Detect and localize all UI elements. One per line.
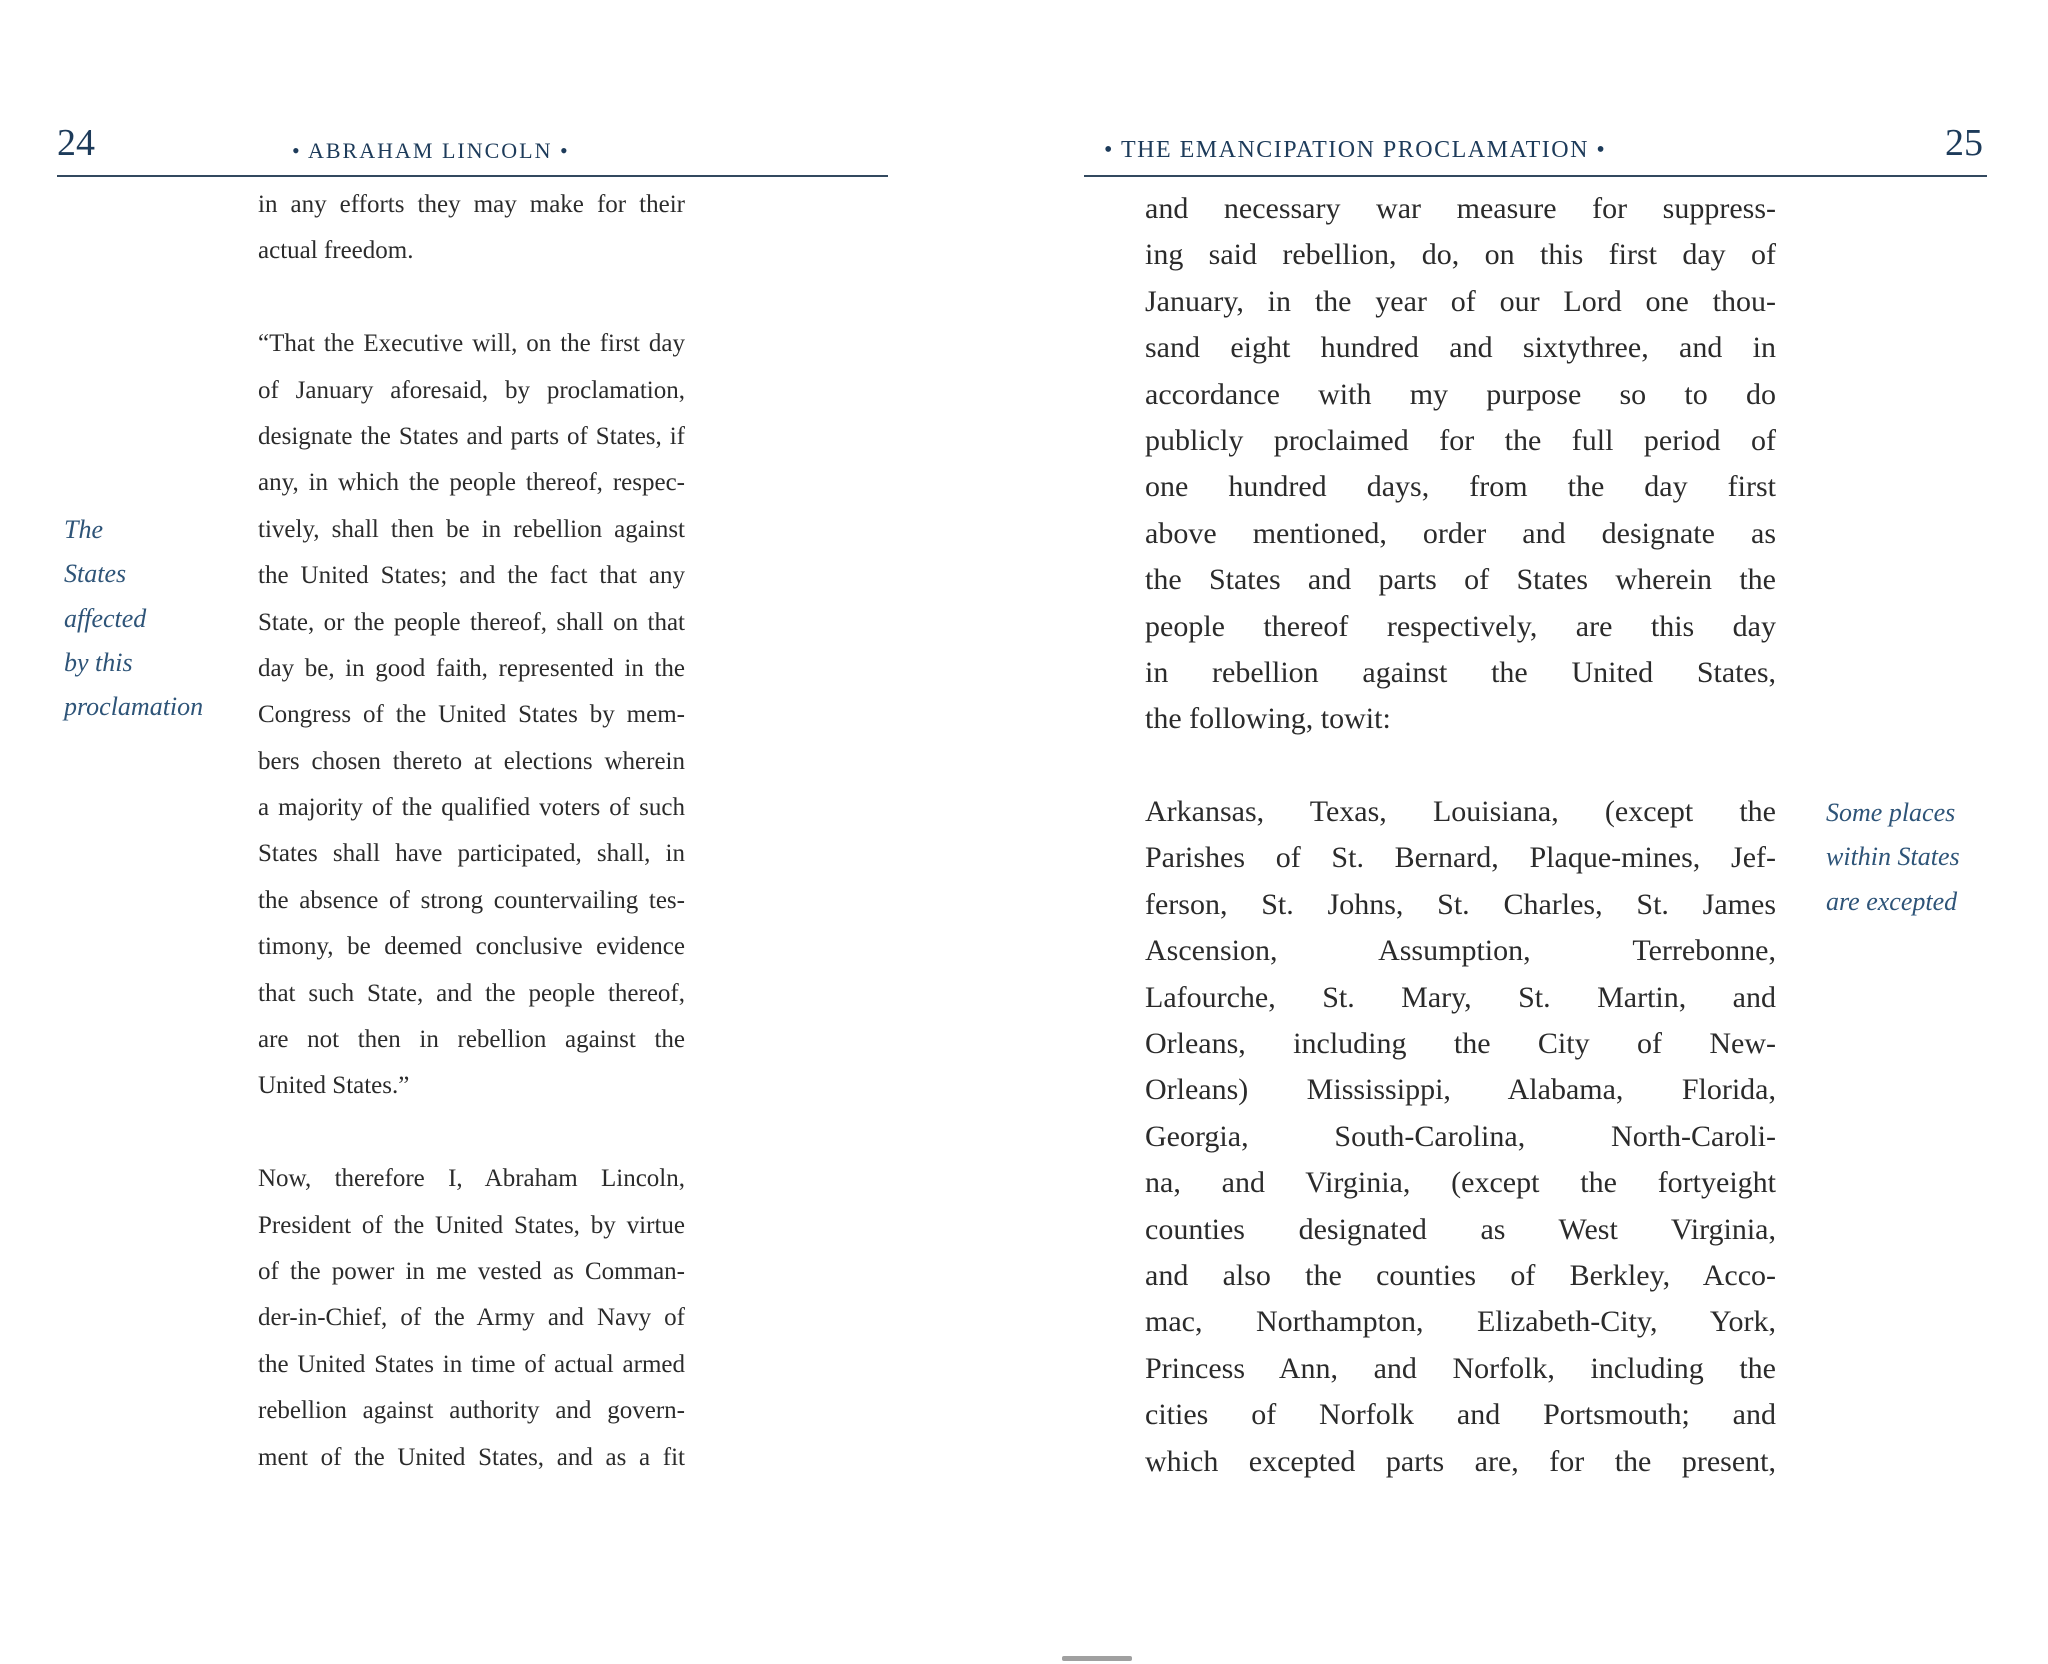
text-line: designate the States and parts of States, if	[258, 422, 685, 450]
text-line: bers chosen thereto at elections wherein	[258, 747, 685, 775]
note-line: States	[64, 559, 127, 589]
text-line: the following, towit:	[1145, 702, 1391, 736]
text-line: Parishes of St. Bernard, Plaque-mines, Jef-	[1145, 841, 1776, 875]
text-line: January, in the year of our Lord one thou-	[1145, 284, 1776, 318]
text-line: in rebellion against the United States,	[1145, 655, 1776, 689]
text-line: one hundred days, from the day first	[1145, 470, 1776, 504]
paragraph-gap	[258, 275, 685, 321]
text-line: United States.”	[258, 1072, 410, 1100]
text-line: States shall have participated, shall, in	[258, 840, 685, 868]
text-line: ment of the United States, and as a fit	[258, 1443, 685, 1471]
note-line: within States	[1826, 842, 1960, 872]
body-text-left	[258, 182, 685, 1481]
text-line: Congress of the United States by mem-	[258, 701, 685, 729]
body-text-right	[1145, 186, 1776, 1485]
text-line: the States and parts of States wherein the	[1145, 563, 1776, 597]
text-line: Orleans, including the City of New-	[1145, 1027, 1776, 1061]
text-line: “That the Executive will, on the first day	[258, 330, 685, 358]
note-line: Some places	[1826, 798, 1956, 827]
text-line: of the power in me vested as Comman-	[258, 1257, 685, 1285]
text-line: Princess Ann, and Norfolk, including the	[1145, 1351, 1776, 1385]
paragraph-gap	[258, 1110, 685, 1156]
text-line: Orleans) Mississippi, Alabama, Florida,	[1145, 1073, 1776, 1107]
text-line: rebellion against authority and govern-	[258, 1397, 685, 1425]
text-line: ing said rebellion, do, on this first day of	[1145, 238, 1776, 272]
margin-note-right	[1826, 791, 1960, 924]
note-line: The	[64, 515, 103, 544]
text-line: President of the United States, by virtue	[258, 1211, 685, 1239]
text-line: and also the counties of Berkley, Acco-	[1145, 1258, 1776, 1292]
header-rule-right	[1084, 175, 1987, 177]
page-scroll-indicator[interactable]	[1062, 1656, 1132, 1661]
text-line: sand eight hundred and sixtythree, and in	[1145, 331, 1776, 365]
running-header-left: • ABRAHAM LINCOLN •	[292, 138, 570, 163]
text-line: counties designated as West Virginia,	[1145, 1212, 1776, 1246]
page-number-right: 25	[1945, 122, 1983, 164]
text-line: Arkansas, Texas, Louisiana, (except the	[1145, 795, 1776, 829]
text-line: Ascension, Assumption, Terrebonne,	[1145, 934, 1776, 968]
text-line: any, in which the people thereof, respec-	[258, 469, 685, 497]
text-line: are not then in rebellion against the	[258, 1026, 685, 1054]
text-line: a majority of the qualified voters of such	[258, 794, 685, 822]
text-line: timony, be deemed conclusive evidence	[258, 933, 685, 961]
text-line: the United States in time of actual armed	[258, 1350, 685, 1378]
text-line: Georgia, South-Carolina, North-Caroli-	[1145, 1119, 1776, 1153]
text-line: which excepted parts are, for the present,	[1145, 1444, 1776, 1478]
text-line: Now, therefore I, Abraham Lincoln,	[258, 1165, 685, 1193]
page-number-left: 24	[57, 122, 95, 164]
text-line: that such State, and the people thereof,	[258, 979, 685, 1007]
note-line: proclamation	[64, 692, 204, 722]
text-line: actual freedom.	[258, 237, 414, 265]
text-line: tively, shall then be in rebellion against	[258, 515, 685, 543]
header-rule-left	[57, 175, 888, 177]
text-line: day be, in good faith, represented in the	[258, 654, 685, 682]
text-line: the absence of strong countervailing tes-	[258, 886, 685, 914]
margin-note-left	[64, 508, 203, 729]
running-header-right: • THE EMANCIPATION PROCLAMATION •	[1104, 137, 1607, 163]
text-line: of January aforesaid, by proclamation,	[258, 376, 685, 404]
text-line: mac, Northampton, Elizabeth-City, York,	[1145, 1305, 1776, 1339]
text-line: der-in-Chief, of the Army and Navy of	[258, 1304, 685, 1332]
text-line: publicly proclaimed for the full period of	[1145, 423, 1776, 457]
text-line: cities of Norfolk and Portsmouth; and	[1145, 1398, 1776, 1432]
note-line: affected	[64, 603, 147, 633]
text-line: Lafourche, St. Mary, St. Martin, and	[1145, 980, 1776, 1014]
text-line: ferson, St. Johns, St. Charles, St. James	[1145, 887, 1776, 921]
text-line: na, and Virginia, (except the fortyeight	[1145, 1166, 1776, 1200]
note-line: by this	[64, 647, 133, 677]
text-line: people thereof respectively, are this day	[1145, 609, 1776, 643]
text-line: and necessary war measure for suppress-	[1145, 192, 1776, 225]
text-line: above mentioned, order and designate as	[1145, 516, 1776, 550]
text-line: State, or the people thereof, shall on that	[258, 608, 685, 636]
note-line: are excepted	[1826, 886, 1958, 916]
text-line: in any efforts they may make for their	[258, 191, 685, 218]
text-line: accordance with my purpose so to do	[1145, 377, 1776, 411]
text-line: the United States; and the fact that any	[258, 562, 685, 590]
paragraph-gap	[1145, 743, 1776, 789]
